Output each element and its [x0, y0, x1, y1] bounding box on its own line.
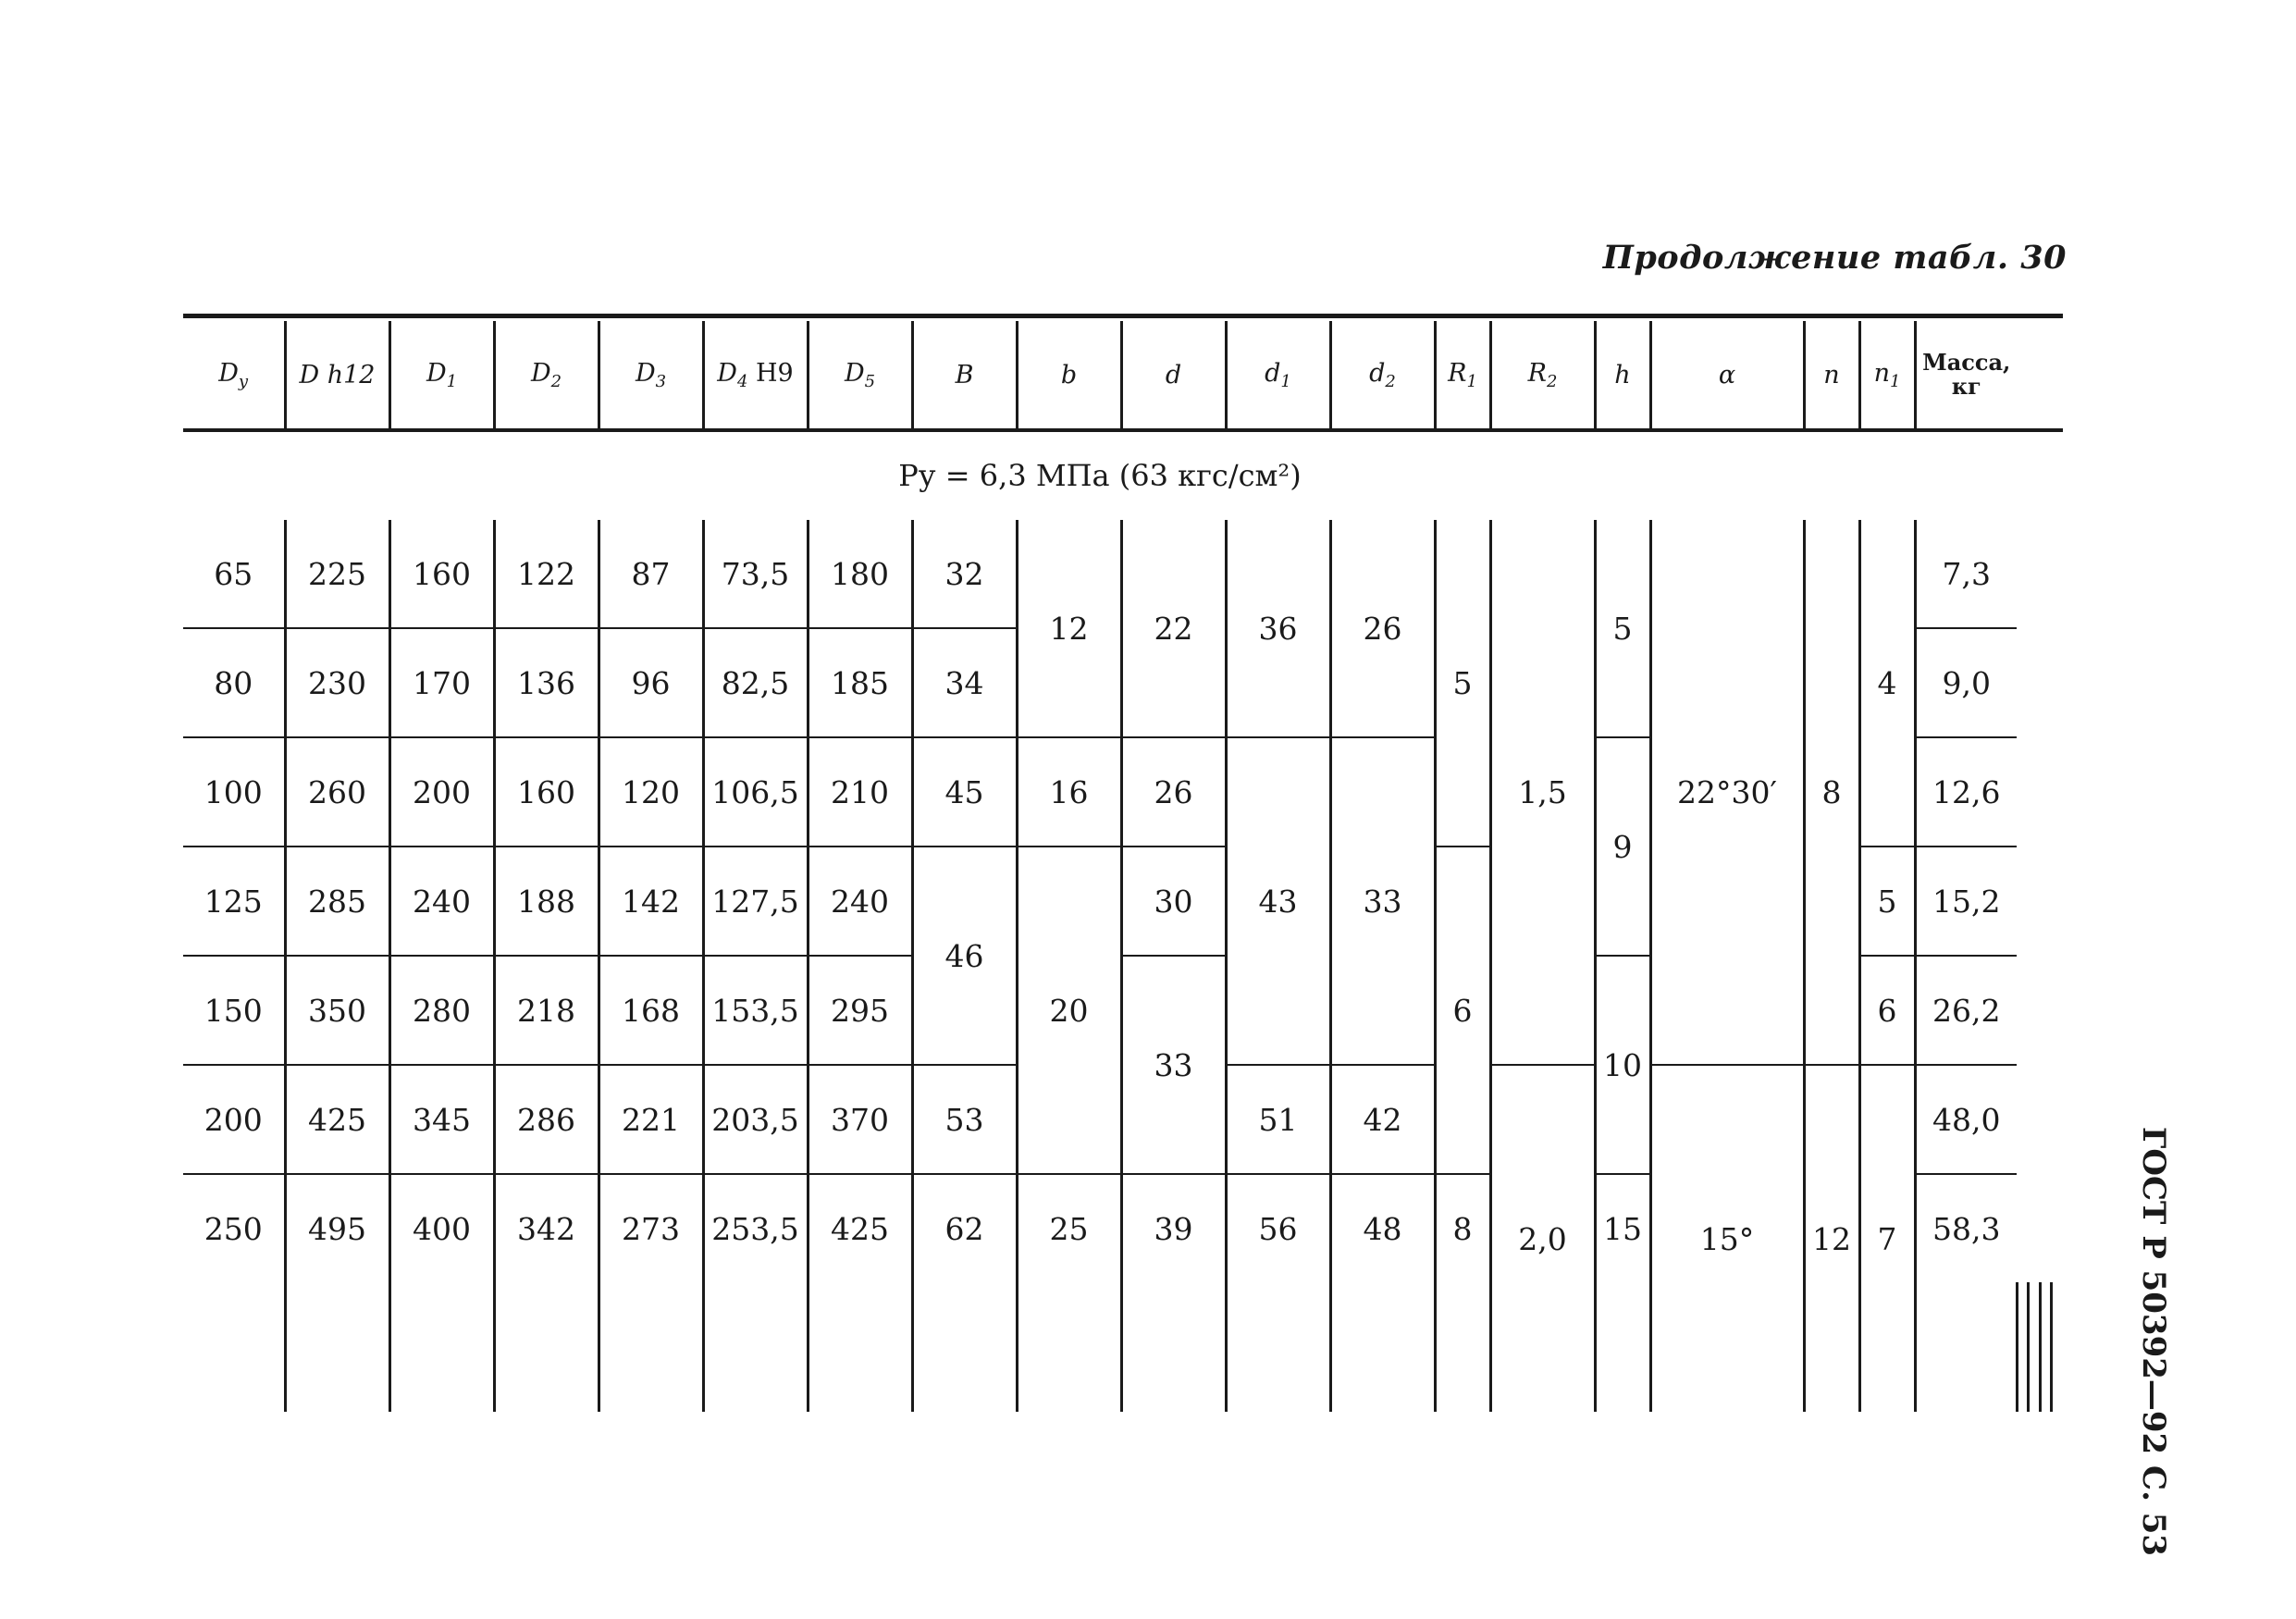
header-d4-h9: $D_4$ H9 — [703, 321, 808, 430]
cell-d4: 153,5 — [703, 956, 808, 1065]
tail-cell — [1915, 1282, 2017, 1412]
cell-n1: 6 — [1859, 956, 1915, 1065]
cell-d5: 425 — [808, 1174, 912, 1282]
cell-d-h12: 230 — [285, 628, 389, 737]
cell-d-lower: 33 — [1121, 956, 1226, 1174]
cell-d3: 87 — [599, 520, 703, 628]
cell-d4: 253,5 — [703, 1174, 808, 1282]
tail-cell — [183, 1282, 285, 1412]
header-d2: $D_2$ — [494, 321, 599, 430]
cell-d1: 240 — [389, 847, 494, 956]
cell-d-lower: 39 — [1121, 1174, 1226, 1282]
cell-b-upper: 62 — [912, 1174, 1017, 1282]
header-d-h12: D h12 — [285, 321, 389, 430]
cell-d2: 160 — [494, 737, 599, 847]
tail-cell — [808, 1282, 912, 1412]
cell-b-lower: 12 — [1017, 520, 1121, 737]
cell-b-upper: 34 — [912, 628, 1017, 737]
header-h: h — [1595, 321, 1650, 430]
cell-d4: 82,5 — [703, 628, 808, 737]
cell-d5: 295 — [808, 956, 912, 1065]
standard-page-label — [2126, 1126, 2181, 1557]
cell-h: 9 — [1595, 737, 1650, 956]
tail-cell — [2040, 1282, 2052, 1412]
cell-mass: 26,2 — [1915, 956, 2017, 1065]
pressure-label: Pу = 6,3 МПа (63 кгс/см²) — [183, 430, 2017, 521]
cell-h: 10 — [1595, 956, 1650, 1174]
cell-d2-lower: 33 — [1330, 737, 1435, 1065]
flange-dimension-table — [183, 321, 2063, 1412]
cell-d5: 180 — [808, 520, 912, 628]
cell-d1-lower: 51 — [1226, 1065, 1330, 1174]
header-row — [183, 321, 2063, 430]
cell-n1: 7 — [1859, 1065, 1915, 1412]
cell-n1: 4 — [1859, 520, 1915, 847]
header-n: n — [1804, 321, 1859, 430]
cell-d2: 136 — [494, 628, 599, 737]
header-b-lower: b — [1017, 321, 1121, 430]
cell-d3: 96 — [599, 628, 703, 737]
cell-mass: 48,0 — [1915, 1065, 2017, 1174]
tail-cell — [2017, 1282, 2029, 1412]
cell-d1: 400 — [389, 1174, 494, 1282]
cell-mass: 9,0 — [1915, 628, 2017, 737]
tail-cell — [1435, 1282, 1490, 1412]
cell-n: 12 — [1804, 1065, 1859, 1412]
cell-d4: 106,5 — [703, 737, 808, 847]
cell-r1: 8 — [1435, 1174, 1490, 1282]
cell-b-lower: 16 — [1017, 737, 1121, 847]
header-b-upper: B — [912, 321, 1017, 430]
cell-d1: 170 — [389, 628, 494, 737]
tail-cell — [912, 1282, 1017, 1412]
cell-r2: 1,5 — [1490, 520, 1595, 1065]
header-alpha: α — [1650, 321, 1804, 430]
cell-mass: 58,3 — [1915, 1174, 2017, 1282]
tail-cell — [2029, 1282, 2041, 1412]
cell-alpha: 22°30′ — [1650, 520, 1804, 1065]
cell-b-upper: 46 — [912, 847, 1017, 1065]
cell-d-lower: 30 — [1121, 847, 1226, 956]
tail-cell — [389, 1282, 494, 1412]
cell-d-h12: 425 — [285, 1065, 389, 1174]
cell-d1: 345 — [389, 1065, 494, 1174]
header-dy: $D_у$ — [218, 358, 249, 391]
cell-d2-lower: 26 — [1330, 520, 1435, 737]
cell-d1: 200 — [389, 737, 494, 847]
table-caption: Продолжение табл. 30 — [1602, 239, 2067, 277]
cell-d4: 127,5 — [703, 847, 808, 956]
cell-dy: 125 — [183, 847, 285, 956]
tail-cell — [2052, 1282, 2064, 1412]
cell-d1-lower: 56 — [1226, 1174, 1330, 1282]
cell-n1: 5 — [1859, 847, 1915, 956]
cell-r1: 5 — [1435, 520, 1490, 847]
cell-d-lower: 22 — [1121, 520, 1226, 737]
cell-d3: 120 — [599, 737, 703, 847]
header-d-lower: d — [1121, 321, 1226, 430]
tail-cell — [599, 1282, 703, 1412]
cell-dy: 65 — [214, 555, 253, 592]
cell-d3: 142 — [599, 847, 703, 956]
cell-mass: 12,6 — [1915, 737, 2017, 847]
cell-d-h12: 350 — [285, 956, 389, 1065]
cell-d1: 280 — [389, 956, 494, 1065]
header-d5: $D_5$ — [808, 321, 912, 430]
cell-d2: 218 — [494, 956, 599, 1065]
cell-dy: 100 — [183, 737, 285, 847]
cell-d2: 122 — [494, 520, 599, 628]
cell-d1-lower: 36 — [1226, 520, 1330, 737]
cell-b-lower: 20 — [1017, 847, 1121, 1174]
cell-d5: 210 — [808, 737, 912, 847]
cell-b-lower: 25 — [1017, 1174, 1121, 1282]
header-r2: $R_2$ — [1490, 321, 1595, 430]
cell-alpha: 15° — [1650, 1065, 1804, 1412]
cell-d-h12: 285 — [285, 847, 389, 956]
standard-page-label-text: ГОСТ Р 50392—92 С. 53 — [2135, 1126, 2172, 1557]
tail-cell — [1595, 1282, 1650, 1412]
tail-cell — [494, 1282, 599, 1412]
cell-d1-lower: 43 — [1226, 737, 1330, 1065]
cell-d5: 240 — [808, 847, 912, 956]
tail-cell — [285, 1282, 389, 1412]
cell-d4: 73,5 — [703, 520, 808, 628]
pressure-row — [183, 430, 2063, 521]
cell-d1: 160 — [389, 520, 494, 628]
cell-d-h12: 495 — [285, 1174, 389, 1282]
cell-d4: 203,5 — [703, 1065, 808, 1174]
cell-d2: 342 — [494, 1174, 599, 1282]
cell-h: 15 — [1595, 1174, 1650, 1282]
cell-d-h12: 260 — [285, 737, 389, 847]
cell-dy: 150 — [183, 956, 285, 1065]
tail-cell — [1330, 1282, 1435, 1412]
cell-d-lower: 26 — [1121, 737, 1226, 847]
cell-h: 5 — [1595, 520, 1650, 737]
cell-r1: 6 — [1435, 847, 1490, 1174]
tail-cell — [1121, 1282, 1226, 1412]
cell-dy: 200 — [183, 1065, 285, 1174]
header-d3: $D_3$ — [599, 321, 703, 430]
cell-mass: 7,3 — [1915, 520, 2017, 628]
cell-d2: 286 — [494, 1065, 599, 1174]
cell-d5: 370 — [808, 1065, 912, 1174]
header-d2-lower: $d_2$ — [1330, 321, 1435, 430]
cell-d3: 168 — [599, 956, 703, 1065]
cell-b-upper: 32 — [912, 520, 1017, 628]
cell-n: 8 — [1804, 520, 1859, 1065]
cell-r2: 2,0 — [1490, 1065, 1595, 1412]
cell-d3: 221 — [599, 1065, 703, 1174]
header-d1-lower: $d_1$ — [1226, 321, 1330, 430]
header-d1: $D_1$ — [389, 321, 494, 430]
cell-d3: 273 — [599, 1174, 703, 1282]
tail-cell — [1226, 1282, 1330, 1412]
header-n1: $n_1$ — [1859, 321, 1915, 430]
tail-cell — [1017, 1282, 1121, 1412]
cell-d2-lower: 42 — [1330, 1065, 1435, 1174]
cell-b-upper: 45 — [912, 737, 1017, 847]
table-top-rule — [183, 314, 2063, 318]
cell-d2-lower: 48 — [1330, 1174, 1435, 1282]
cell-mass: 15,2 — [1915, 847, 2017, 956]
cell-d-h12: 225 — [285, 520, 389, 628]
cell-d2: 188 — [494, 847, 599, 956]
cell-d5: 185 — [808, 628, 912, 737]
header-mass: Масса, кг — [1915, 321, 2017, 430]
header-r1: $R_1$ — [1435, 321, 1490, 430]
cell-dy: 250 — [183, 1174, 285, 1282]
cell-dy: 80 — [183, 628, 285, 737]
cell-b-upper: 53 — [912, 1065, 1017, 1174]
tail-cell — [703, 1282, 808, 1412]
table-row — [183, 520, 2063, 628]
